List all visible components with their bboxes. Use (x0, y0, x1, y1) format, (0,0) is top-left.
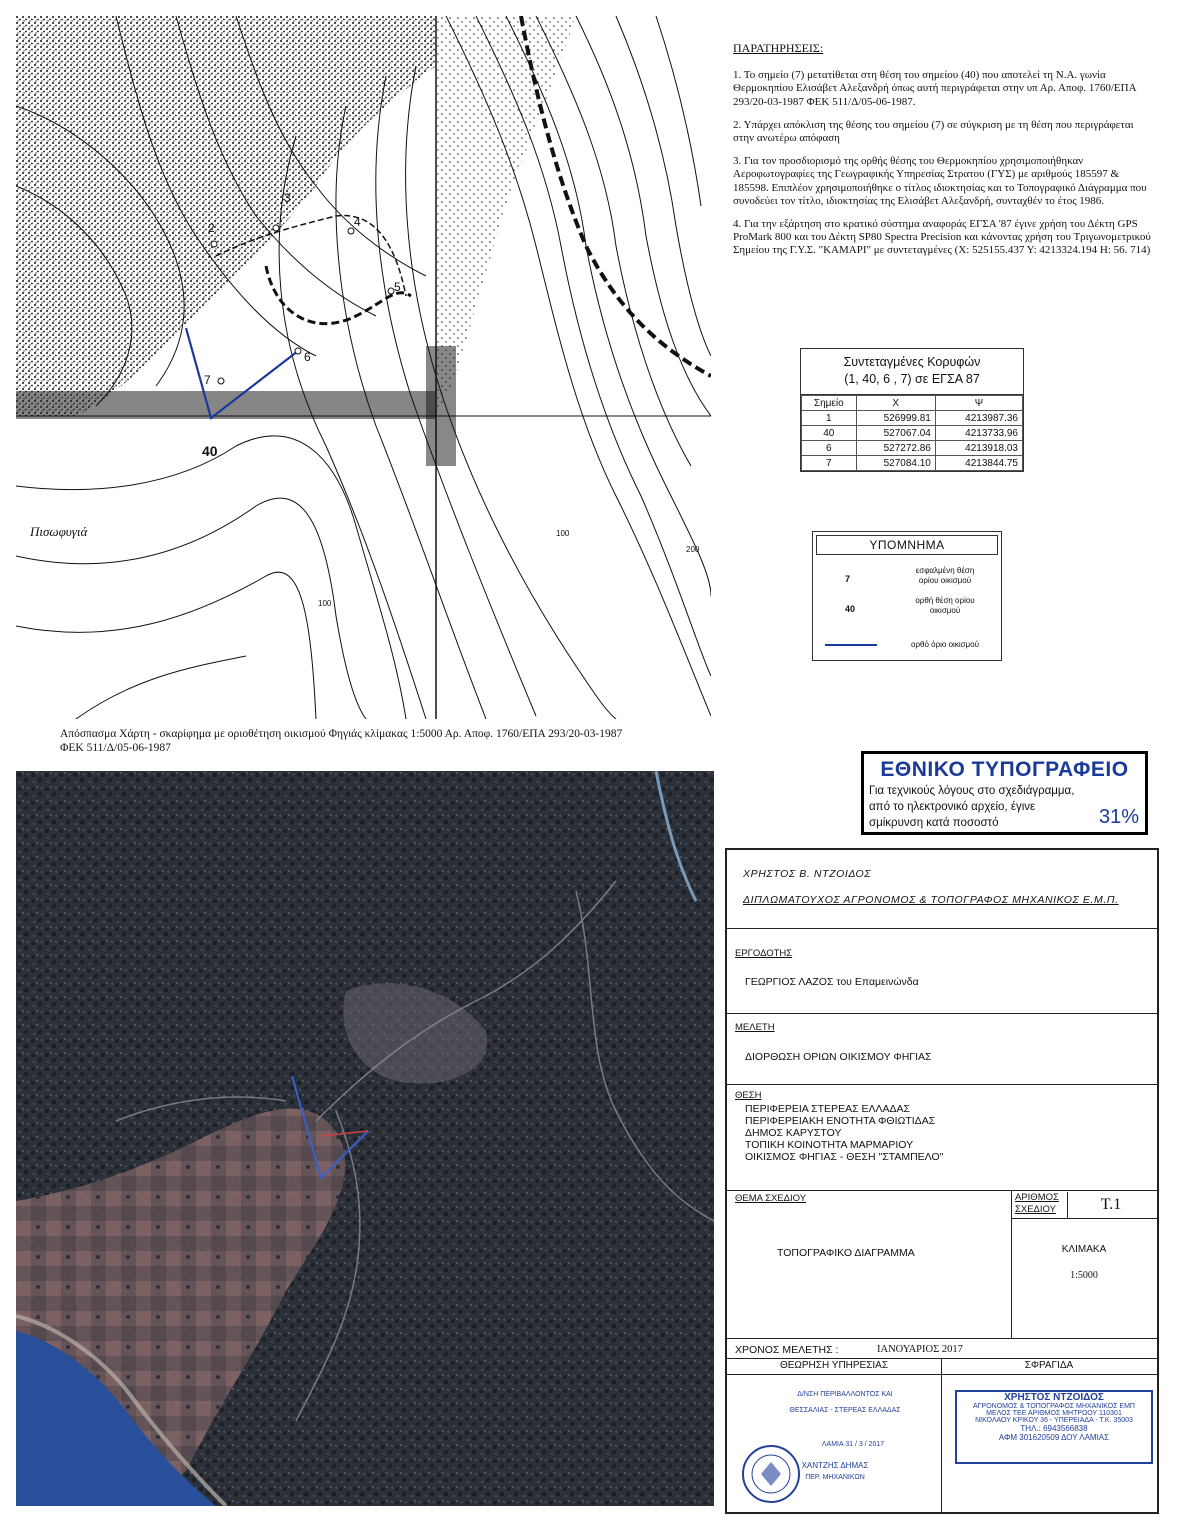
stamp2-line-6: ΑΦΜ 301620509 ΔΟΥ ΛΑΜΙΑΣ (998, 1433, 1110, 1442)
official-seal-svg (735, 1386, 935, 1506)
point-label-7: 7 (204, 373, 211, 387)
map-caption-line2: ΦΕΚ 511/Δ/05-06-1987 (60, 742, 171, 754)
study-year-label: ΧΡΟΝΟΣ ΜΕΛΕΤΗΣ : (735, 1344, 839, 1356)
aerial-photo (16, 771, 714, 1506)
note-2: 2. Υπάρχει απόκλιση της θέσης του σημείου (7) σε σύγκριση με τη θέση που περιγράφεται στην ανωτέρω απόφαση (733, 118, 1134, 145)
coordinates-title-line2: (1, 40, 6 , 7) σε ΕΓΣΑ 87 (844, 372, 980, 386)
contour-label-b: 200 (686, 545, 700, 554)
divider-vertical (941, 1358, 942, 1512)
table-row (802, 456, 1023, 471)
coordinates-grid (801, 395, 1023, 471)
drawing-number-label: ΑΡΙΘΜΟΣ ΣΧΕΔΙΟΥ (1015, 1192, 1059, 1215)
stamp1-line-1: Δ/ΝΣΗ ΠΕΡΙΒΑΛΛΟΝΤΟΣ ΚΑΙ (797, 1391, 893, 1398)
legend-line-swatch (825, 644, 877, 646)
point-label-3: 3 (284, 191, 291, 205)
cell-x: 527272.86 (856, 441, 935, 456)
study-value: ΔΙΟΡΘΩΣΗ ΟΡΙΩΝ ΟΙΚΙΣΜΟΥ ΦΗΓΙΑΣ (745, 1051, 932, 1063)
point-7-marker (218, 378, 224, 384)
point-label-4: 4 (354, 215, 361, 229)
location-label: ΘΕΣΗ (735, 1090, 762, 1101)
point-2-marker (211, 241, 217, 247)
stamp2-line-1: ΧΡΗΣΤΟΣ ΝΤΖΟΙΔΟΣ (1004, 1392, 1104, 1403)
divider (727, 1013, 1157, 1014)
divider (727, 1338, 1157, 1339)
cell-point: 6 (802, 441, 857, 456)
col-header-x: Χ (856, 396, 935, 411)
col-header-point: Σημείο (802, 396, 857, 411)
notice-title: ΕΘΝΙΚΟ ΤΥΠΟΓΡΑΦΕΙΟ (880, 758, 1129, 781)
divider (727, 1190, 1157, 1191)
point-label-6: 6 (304, 350, 311, 364)
stamp2-line-2: ΑΓΡΟΝΟΜΟΣ & ΤΟΠΟΓΡΑΦΟΣ ΜΗΧΑΝΙΚΟΣ ΕΜΠ (973, 1403, 1135, 1410)
table-row (802, 441, 1023, 456)
coordinates-table (800, 348, 1024, 472)
note-3: 3. Για τον προσδιορισμό της ορθής θέσης του Θερμοκηπίου χρησιμοποιήθηκαν Αεροφωτογραφίες της Γεωγραφικής Υπηρεσίας Στρατου (ΓΥΣ) με αριθμούς 185597 & 185598. Επιπλέον χρησιμοποιήθηκε ο τίτλος ιδιοκτησίας και το Τοπογραφικό Διάγραμμα που συνοδεύει τον τίτλο, ιδιοκτησίας της Ελισάβετ Αλεξανδρή, συνταχθέν το έτος 1986. (733, 155, 1147, 207)
table-header-row (802, 396, 1023, 411)
map-caption (60, 727, 710, 755)
approval-label: ΘΕΩΡΗΣΗ ΥΠΗΡΕΣΙΑΣ (779, 1360, 889, 1371)
map-caption-line1: Απόσπασμα Χάρτη - σκαρίφημα με οριοθέτηση οικισμού Φηγιάς κλίμακας 1:5000 Αρ. Αποφ. 1760/ΕΠΑ 293/20-03-1987 (60, 728, 623, 740)
point-label-5: 5 (394, 280, 401, 294)
author-title: ΔΙΠΛΩΜΑΤΟΥΧΟΣ ΑΓΡΟΝΟΜΟΣ & ΤΟΠΟΓΡΑΦΟΣ ΜΗΧΑΝΙΚΟΣ Ε.Μ.Π. (743, 894, 1119, 906)
notice-percent: 31% (1098, 806, 1139, 828)
seal-label: ΣΦΡΑΓΙΔΑ (1024, 1360, 1074, 1371)
note-1: 1. Το σημείο (7) μετατίθεται στη θέση του σημείου (40) που αποτελεί τη Ν.Α. γωνία Θερμοκηπίου Ελισάβετ Αλεξανδρή όπως αυτή περιγράφεται στην υπ Αρ. Αποφ. 1760/ΕΠΑ 293/20-03-1987 ΦΕΚ 511/Δ/05-06-1987. (733, 69, 1136, 108)
divider (1011, 1218, 1157, 1219)
legend-title: ΥΠΟΜΝΗΜΑ (816, 535, 998, 555)
subject-value: ΤΟΠΟΓΡΑΦΙΚΟ ΔΙΑΓΡΑΜΜΑ (777, 1247, 915, 1259)
study-year-value: ΙΑΝΟΥΑΡΙΟΣ 2017 (877, 1344, 963, 1355)
col-header-y: Ψ (935, 396, 1022, 411)
cell-y: 4213918.03 (935, 441, 1022, 456)
point-label-40: 40 (202, 443, 218, 459)
point-label-2: 2 (208, 221, 215, 235)
cell-y: 4213987.36 (935, 411, 1022, 426)
contour-label-c: 100 (318, 599, 332, 608)
point-6-marker (295, 348, 301, 354)
notes-section (733, 42, 1151, 268)
cell-y: 4213733.96 (935, 426, 1022, 441)
notice-line3: σμίκρυνση κατά ποσοστό (869, 817, 999, 829)
cell-x: 527084.10 (856, 456, 935, 471)
engineer-stamp (955, 1390, 1153, 1464)
location-line-4: ΤΟΠΙΚΗ ΚΟΙΝΟΤΗΤΑ ΜΑΡΜΑΡΙΟΥ (745, 1139, 914, 1151)
official-stamp (735, 1386, 935, 1506)
contour-label-a: 100 (556, 529, 570, 538)
divider (727, 1358, 1157, 1359)
legend-num-40: 40 (845, 604, 856, 614)
divider (727, 928, 1157, 929)
cell-y: 4213844.75 (935, 456, 1022, 471)
stamp2-line-5: ΤΗΛ.: 6943566838 (1020, 1424, 1088, 1433)
location-value (745, 1103, 943, 1163)
settlement-road (266, 266, 411, 324)
cell-point: 1 (802, 411, 857, 426)
stamp1-line-5: ΠΕΡ. ΜΗΧΑΝΙΚΩΝ (805, 1474, 865, 1481)
topographic-map (16, 16, 711, 719)
divider (727, 1374, 1157, 1375)
scale-value: 1:5000 (1070, 1270, 1098, 1281)
notice-line1: Για τεχνικούς λόγους στο σχεδιάγραμμα, (869, 785, 1075, 797)
location-line-1: ΠΕΡΙΦΕΡΕΙΑ ΣΤΕΡΕΑΣ ΕΛΛΑΔΑΣ (745, 1103, 911, 1115)
divider (727, 1084, 1157, 1085)
note-4: 4. Για την εξάρτηση στο κρατικό σύστημα αναφοράς ΕΓΣΑ '87 έγινε χρήση του Δέκτη GPS ProMark 800 και του Δέκτη SP80 Spectra Precision και κάνοντας χρήση του Τριγωνομετρικού Σημείου της Γ.Υ.Σ. "ΚΑΜΑΡΙ" με συντεταγμένες (Χ: 525155.437 Υ: 4213324.194 Η: 56. 714) (733, 218, 1151, 257)
map-seam-band (16, 391, 436, 419)
study-label: ΜΕΛΕΤΗ (735, 1022, 775, 1033)
cell-x: 526999.81 (856, 411, 935, 426)
stamp1-line-2: ΘΕΣΣΑΛΙΑΣ - ΣΤΕΡΕΑΣ ΕΛΛΑΔΑΣ (789, 1407, 901, 1414)
subject-label: ΘΕΜΑ ΣΧΕΔΙΟΥ (735, 1193, 807, 1204)
scale-label: ΚΛΙΜΑΚΑ (1061, 1244, 1107, 1255)
cell-x: 527067.04 (856, 426, 935, 441)
point-3-marker (273, 225, 279, 231)
drawing-number: Τ.1 (1100, 1196, 1122, 1213)
table-row (802, 426, 1023, 441)
table-row (802, 411, 1023, 426)
location-line-3: ΔΗΜΟΣ ΚΑΡΥΣΤΟΥ (745, 1127, 842, 1139)
title-block (725, 848, 1159, 1514)
location-line-5: ΟΙΚΙΣΜΟΣ ΦΗΓΙΑΣ - ΘΕΣΗ "ΣΤΑΜΠΕΛΟ" (745, 1151, 944, 1163)
legend-box (812, 531, 1002, 661)
national-printing-notice (861, 751, 1148, 835)
legend-text-correct: ορθή θέση ορίου οικισμού (915, 596, 975, 615)
employer-value: ΓΕΩΡΓΙΟΣ ΛΑΖΟΣ του Επαμεινώνδα (745, 976, 919, 988)
notice-line2: από το ηλεκτρονικό αρχείο, έγινε (869, 801, 1036, 813)
divider-vertical (1011, 1190, 1012, 1338)
notes-title: ΠΑΡΑΤΗΡΗΣΕΙΣ: (733, 41, 824, 55)
coordinates-title (801, 349, 1023, 395)
legend-num-7: 7 (845, 574, 851, 584)
vegetation-dense (16, 16, 436, 416)
employer-label: ΕΡΓΟΔΟΤΗΣ (735, 948, 793, 959)
aerial-photo-svg (16, 771, 714, 1506)
place-label: Πισωφυγιά (30, 524, 88, 539)
stamp1-line-3: ΛΑΜΙΑ 31 / 3 / 2017 (821, 1441, 885, 1448)
stamp2-line-3: ΜΕΛΟΣ ΤΕΕ ΑΡΙΘΜΟΣ ΜΗΤΡΩΟΥ 110301 (986, 1410, 1122, 1417)
cell-point: 7 (802, 456, 857, 471)
coordinates-title-line1: Συντεταγμένες Κορυφών (843, 355, 981, 369)
legend-text-wrong: εσφαλμένη θέση ορίου οικισμού (915, 566, 975, 585)
stamp1-line-4: ΧΑΝΤΖΗΣ ΔΗΜΑΣ (801, 1461, 869, 1470)
stamp2-line-4: ΝΙΚΟΛΑΟΥ ΚΡΙΚΟΥ 36 - ΥΠΕΡΕΙΑΔΑ - Τ.Κ. 35003 (975, 1417, 1133, 1424)
map-seam-dark (426, 346, 456, 466)
legend-text-line: ορθό όριο οικισμού (911, 640, 979, 649)
cell-point: 40 (802, 426, 857, 441)
location-line-2: ΠΕΡΙΦΕΡΕΙΑΚΗ ΕΝΟΤΗΤΑ ΦΘΙΩΤΙΔΑΣ (745, 1115, 936, 1127)
author-name: ΧΡΗΣΤΟΣ Β. ΝΤΖΟΙΔΟΣ (743, 868, 872, 880)
topo-map-svg (16, 16, 711, 719)
